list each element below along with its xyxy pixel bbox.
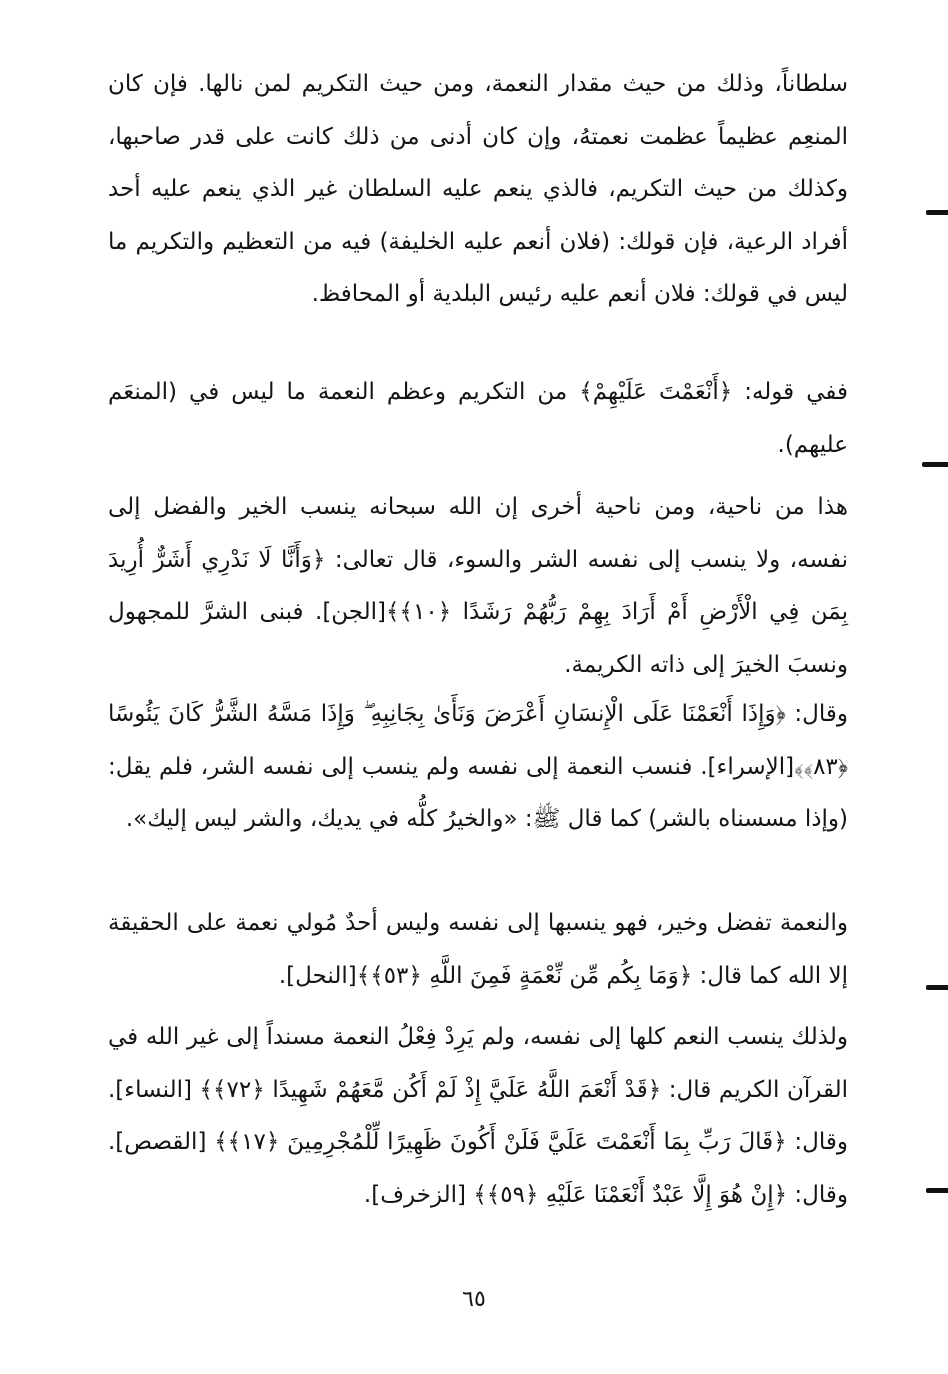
paragraph-3: هذا من ناحية، ومن ناحية أخرى إن الله سبحانه ينسب الخير والفضل إلى نفسه، ولا ينسب إلى نفسه الشر والسوء، قال تعالى: ﴿وَأَنَّا لَا نَدْرِي أَشَرٌّ أُرِيدَ بِمَن فِي الْأَرْضِ أَمْ أَرَادَ بِهِمْ رَبُّهُمْ رَشَدًا ﴿١٠﴾﴾[الجن]. فبنى الشرَّ للمجهول ونسبَ الخيرَ إلى ذاته الكريمة. — [108, 494, 848, 678]
paragraph-6: ولذلك ينسب النعم كلها إلى نفسه، ولم يَرِدْ فِعْلُ النعمة مسنداً إلى غير الله في القرآن الكريم قال: ﴿قَدْ أَنْعَمَ اللَّهُ عَلَيَّ إِذْ لَمْ أَكُن مَّعَهُمْ شَهِيدًا ﴿٧٢﴾﴾ [النساء]. وقال: ﴿قَالَ رَبِّ بِمَا أَنْعَمْتَ عَلَيَّ فَلَنْ أَكُونَ ظَهِيرًا لِّلْمُجْرِمِينَ ﴿١٧﴾﴾ [القصص]. وقال: ﴿إِنْ هُوَ إِلَّا عَبْدٌ أَنْعَمْنَا عَلَيْهِ ﴿٥٩﴾﴾ [الزخرف]. — [108, 1024, 848, 1208]
scan-edge-mark — [926, 210, 948, 215]
paragraph-1: سلطاناً، وذلك من حيث مقدار النعمة، ومن حيث التكريم لمن نالها. فإن كان المنعِم عظيماً عظمت نعمتهُ، وإن كان أدنى من ذلك كانت على قدر صاحبها، وكذلك من حيث التكريم، فالذي ينعم عليه السلطان غير الذي ينعم عليه أحد أفراد الرعية، فإن قولك: (فلان أنعم عليه الخليفة) فيه من التعظيم والتكريم ما ليس في قولك: فلان أنعم عليه رئيس البلدية أو المحافظ. — [108, 71, 848, 307]
page-number: ٦٥ — [462, 1287, 486, 1312]
scan-edge-mark — [922, 462, 948, 467]
paragraph-5: والنعمة تفضل وخير، فهو ينسبها إلى نفسه وليس أحدٌ مُولي نعمة على الحقيقة إلا الله كما قال: ﴿وَمَا بِكُم مِّن نِّعْمَةٍ فَمِنَ اللَّهِ ﴿٥٣﴾﴾[النحل]. — [108, 910, 848, 989]
paragraph-2: ففي قوله: ﴿أَنْعَمْتَ عَلَيْهِمْ﴾ من التكريم وعظم النعمة ما ليس في (المنعَم عليهم). — [108, 379, 848, 458]
scan-edge-mark — [926, 985, 948, 990]
scan-edge-mark — [926, 1188, 948, 1193]
paragraph-4: وقال: ﴿وَإِذَا أَنْعَمْنَا عَلَى الْإِنسَانِ أَعْرَضَ وَنَأَىٰ بِجَانِبِهِ ۖ وَإِذَا مَسَّهُ الشَّرُّ كَانَ يَئُوسًا ﴿٨٣﴾﴾[الإسراء]. فنسب النعمة إلى نفسه ولم ينسب إلى نفسه الشر، فلم يقل: (وإذا مسسناه بالشر) كما قال ﷺ: «والخيرُ كلُّه في يديك، والشر ليس إليك». — [108, 701, 848, 832]
